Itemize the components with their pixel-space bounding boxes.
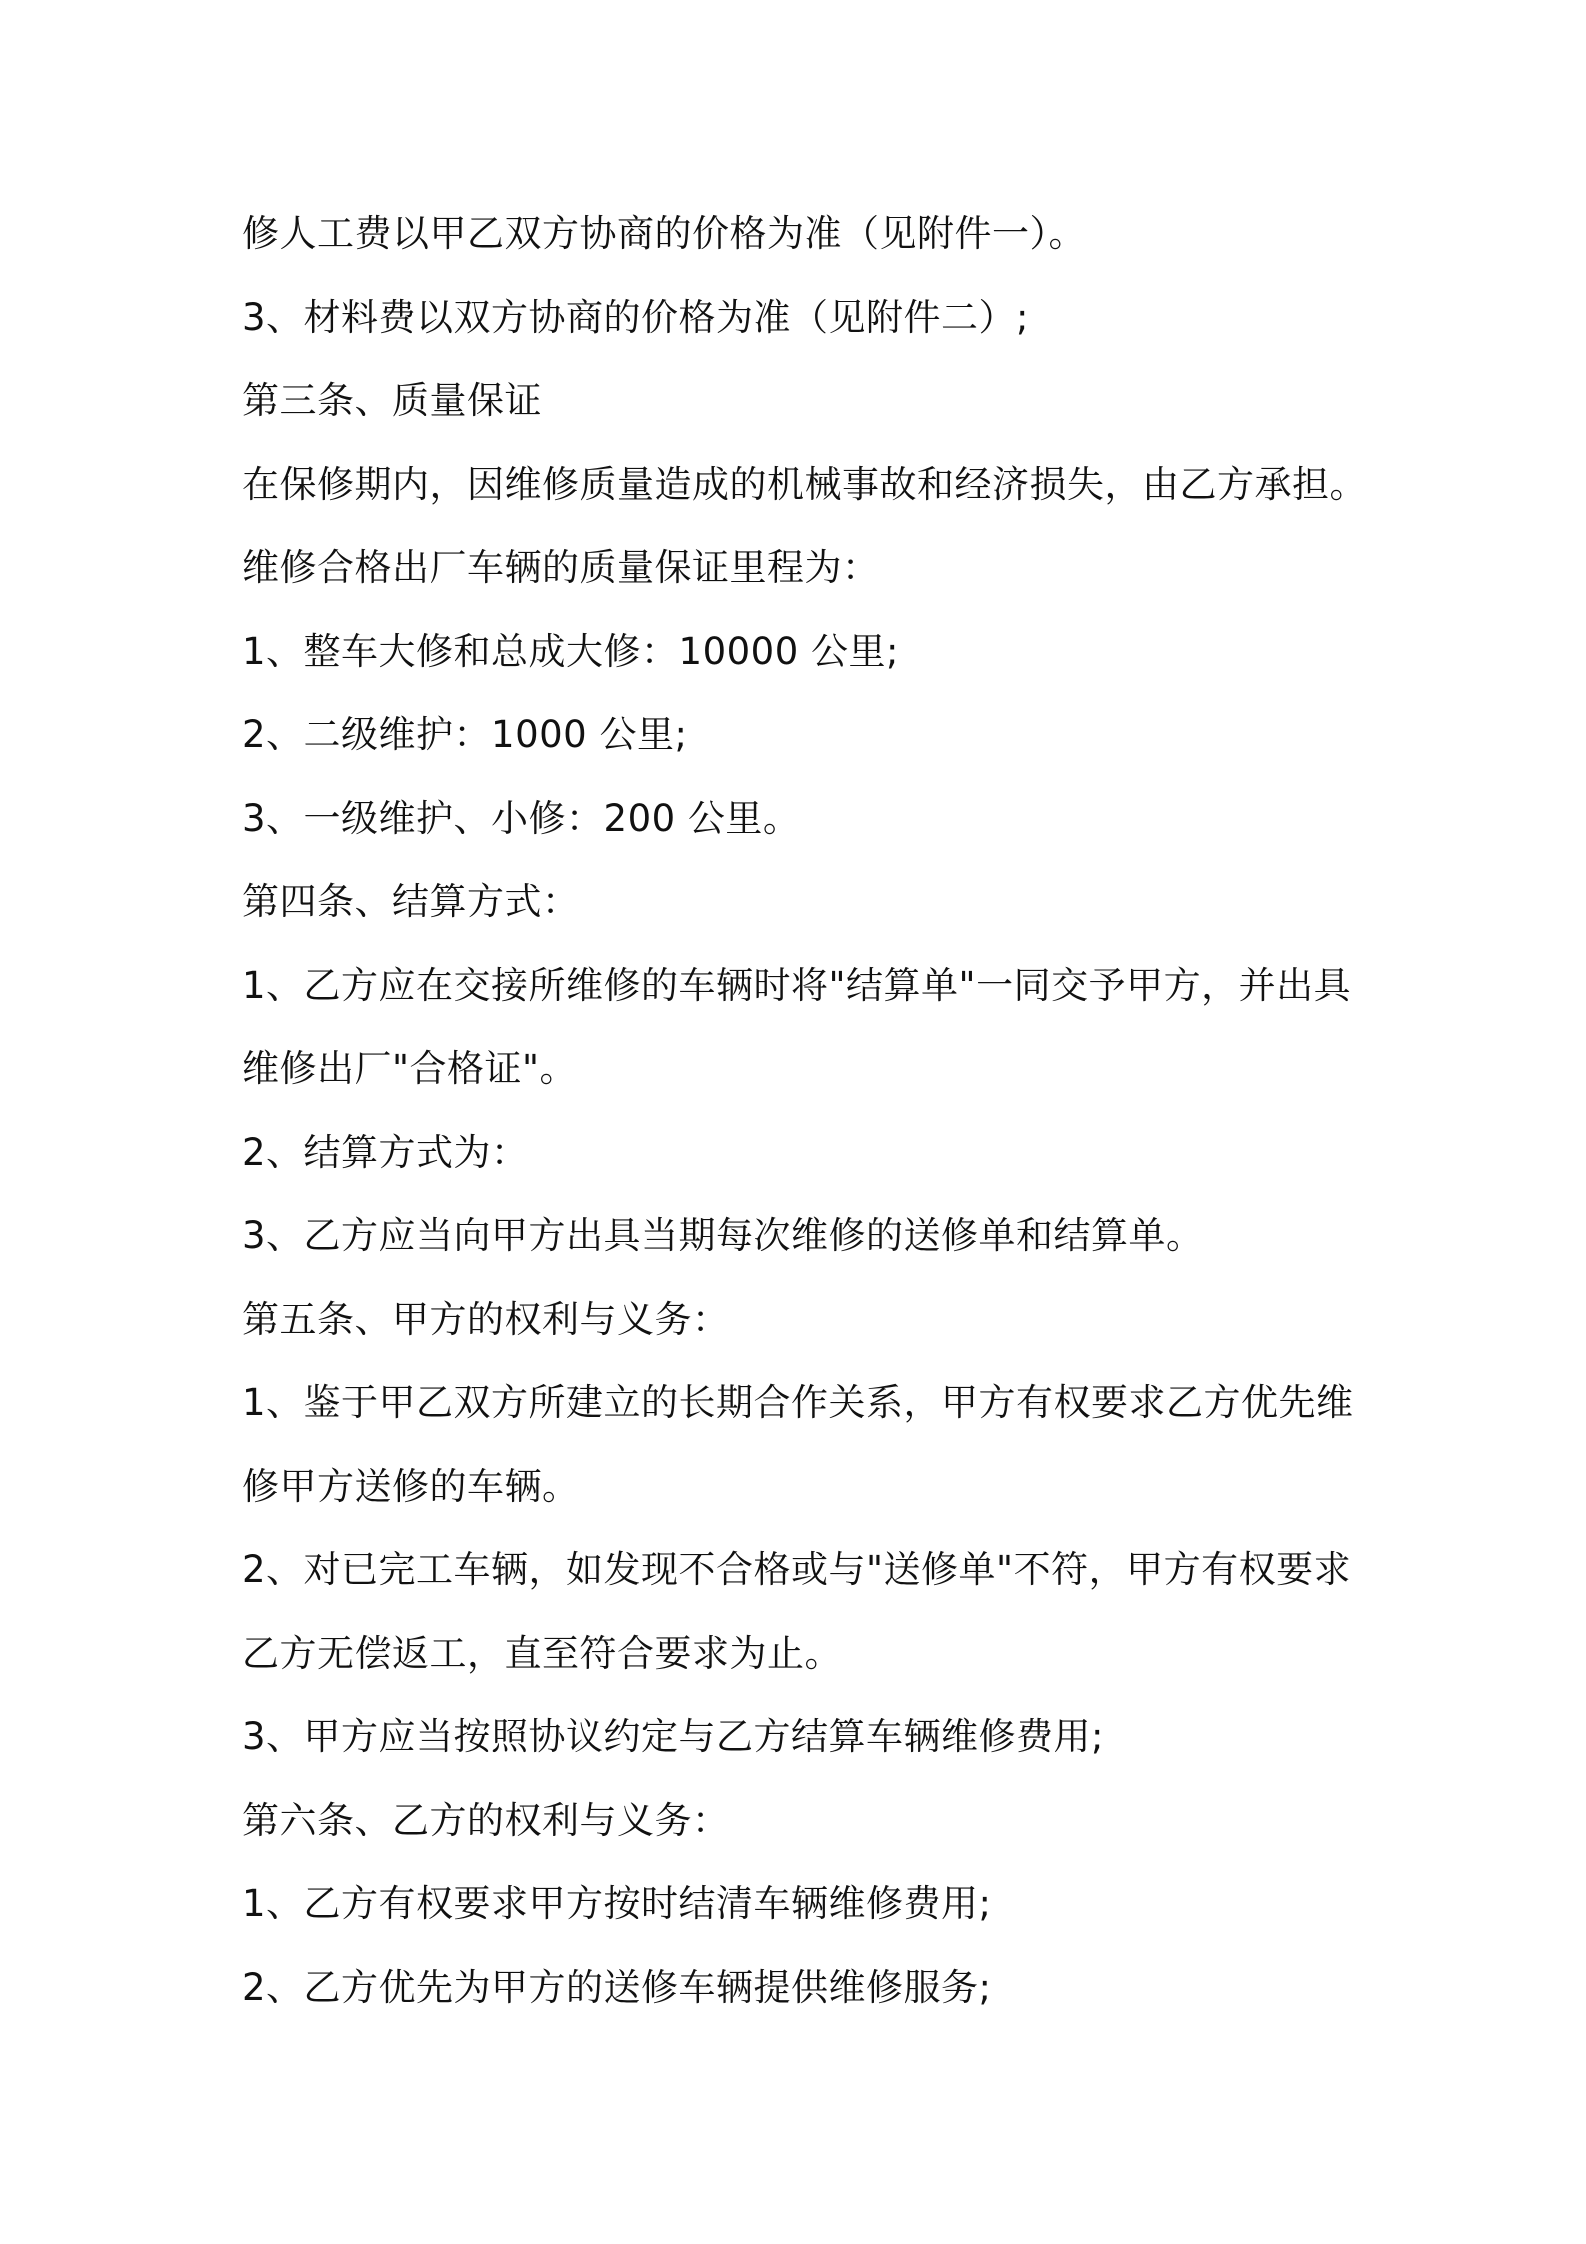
section-heading: 第三条、质量保证 <box>242 379 542 422</box>
list-item: 1、鉴于甲乙双方所建立的长期合作关系，甲方有权要求乙方优先维 <box>242 1381 1354 1424</box>
text-line: 在保修期内，因维修质量造成的机械事故和经济损失，由乙方承担。 <box>242 462 1367 506</box>
list-item: 3、甲方应当按照协议约定与乙方结算车辆维修费用; <box>242 1715 1105 1758</box>
list-item: 1、乙方应在交接所维修的车辆时将"结算单"一同交予甲方，并出具 <box>242 963 1352 1007</box>
document-body <box>242 192 1382 2029</box>
list-item: 3、乙方应当向甲方出具当期每次维修的送修单和结算单。 <box>242 1214 1204 1257</box>
text-line: 乙方无偿返工，直至符合要求为止。 <box>242 1631 842 1675</box>
section-heading: 第五条、甲方的权利与义务： <box>242 1297 730 1341</box>
list-item: 1、乙方有权要求甲方按时结清车辆维修费用; <box>242 1882 992 1925</box>
text-line: 修人工费以甲乙双方协商的价格为准（见附件一）。 <box>242 212 1086 255</box>
text-line: 维修合格出厂车辆的质量保证里程为： <box>242 546 880 589</box>
list-item: 2、二级维护：1000 公里; <box>242 713 688 756</box>
list-item: 2、乙方优先为甲方的送修车辆提供维修服务; <box>242 1965 992 2009</box>
text-line: 修甲方送修的车辆。 <box>242 1464 580 1508</box>
section-heading: 第六条、乙方的权利与义务： <box>242 1798 730 1842</box>
list-item: 3、一级维护、小修：200 公里。 <box>242 796 801 840</box>
list-item: 2、对已完工车辆，如发现不合格或与"送修单"不符，甲方有权要求 <box>242 1548 1352 1591</box>
list-item: 1、整车大修和总成大修：10000 公里; <box>242 629 899 673</box>
text-line: 维修出厂"合格证"。 <box>242 1047 578 1090</box>
text-line: 3、材料费以双方协商的价格为准（见附件二）; <box>242 295 1030 339</box>
list-item: 2、结算方式为： <box>242 1130 529 1174</box>
section-heading: 第四条、结算方式： <box>242 880 580 923</box>
